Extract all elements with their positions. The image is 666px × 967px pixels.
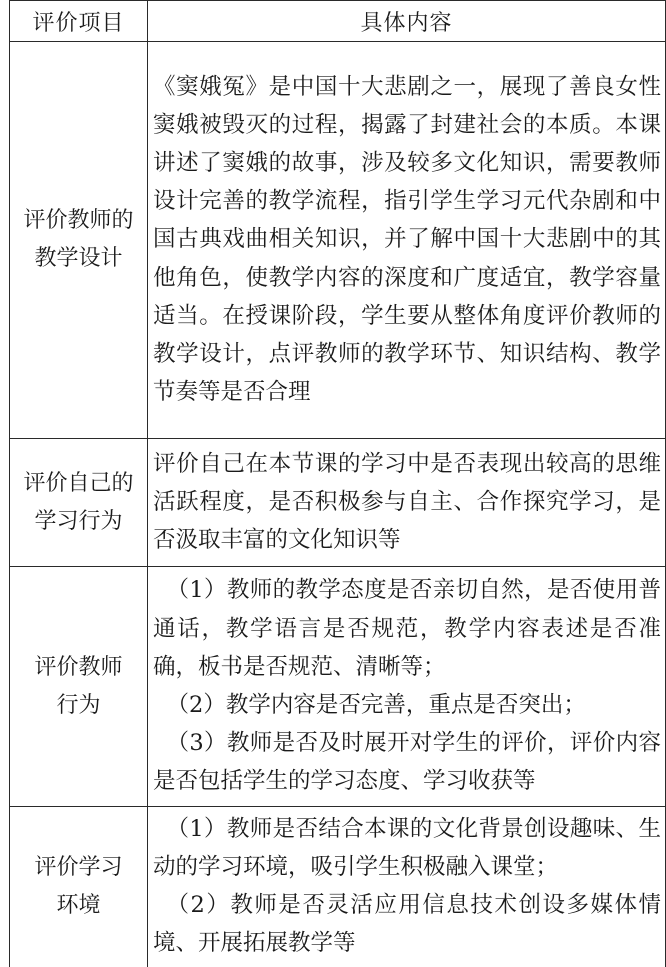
item-cell xyxy=(10,807,148,967)
content-cell xyxy=(148,439,666,567)
content-paragraph: 《窦娥冤》是中国十大悲剧之一，展现了善良女性窦娥被毁灭的过程，揭露了封建社会的本质。本课讲述了窦娥的故事，涉及较多文化知识，需要教师设计完善的教学流程，指引学生学习元代杂剧和中国古典戏曲相关知识，并了解中国十大悲剧中的其他角色，使教学内容的深度和广度适宜，教学容量适当。在授课阶段，学生要从整体角度评价教师的教学设计，点评教师的教学环节、知识结构、教学节奏等是否合理 xyxy=(153,73,661,406)
evaluation-table xyxy=(9,0,666,967)
item-cell xyxy=(10,567,148,807)
content-paragraph: （2）教师是否灵活应用信息技术创设多媒体情境、开展拓展教学等 xyxy=(153,892,661,957)
item-cell xyxy=(10,439,148,567)
item-line: 行为 xyxy=(56,692,101,718)
item-line: 评价学习 xyxy=(34,854,123,880)
content-paragraph: （2）教学内容是否完善，重点是否突出； xyxy=(166,692,586,718)
header-content: 具体内容 xyxy=(148,1,666,42)
content-cell xyxy=(148,567,666,807)
item-line: 评价自己的 xyxy=(23,470,134,496)
item-line: 评价教师的 xyxy=(23,208,134,233)
table-row xyxy=(10,567,666,807)
table-row xyxy=(10,807,666,967)
table-header-row xyxy=(10,1,666,42)
content-cell xyxy=(148,807,666,967)
content-paragraph: （3）教师是否及时展开对学生的评价，评价内容是否包括学生的学习态度、学习收获等 xyxy=(153,730,661,795)
header-item: 评价项目 xyxy=(10,1,148,42)
item-line: 学习行为 xyxy=(34,508,123,534)
item-line: 环境 xyxy=(56,892,101,918)
content-cell xyxy=(148,42,666,439)
content-paragraph: 评价自己在本节课的学习中是否表现出较高的思维活跃程度，是否积极参与自主、合作探究学习，是否汲取丰富的文化知识等 xyxy=(153,450,661,554)
item-cell xyxy=(10,42,148,439)
table-row xyxy=(10,439,666,567)
content-paragraph: （1）教师是否结合本课的文化背景创设趣味、生动的学习环境，吸引学生积极融入课堂； xyxy=(153,815,661,881)
table-row xyxy=(10,42,666,439)
item-line: 教学设计 xyxy=(34,246,123,271)
item-line: 评价教师 xyxy=(34,654,123,680)
content-paragraph: （1）教师的教学态度是否亲切自然，是否使用普通话，教学语言是否规范，教学内容表述是否准确，板书是否规范、清晰等； xyxy=(153,577,661,680)
